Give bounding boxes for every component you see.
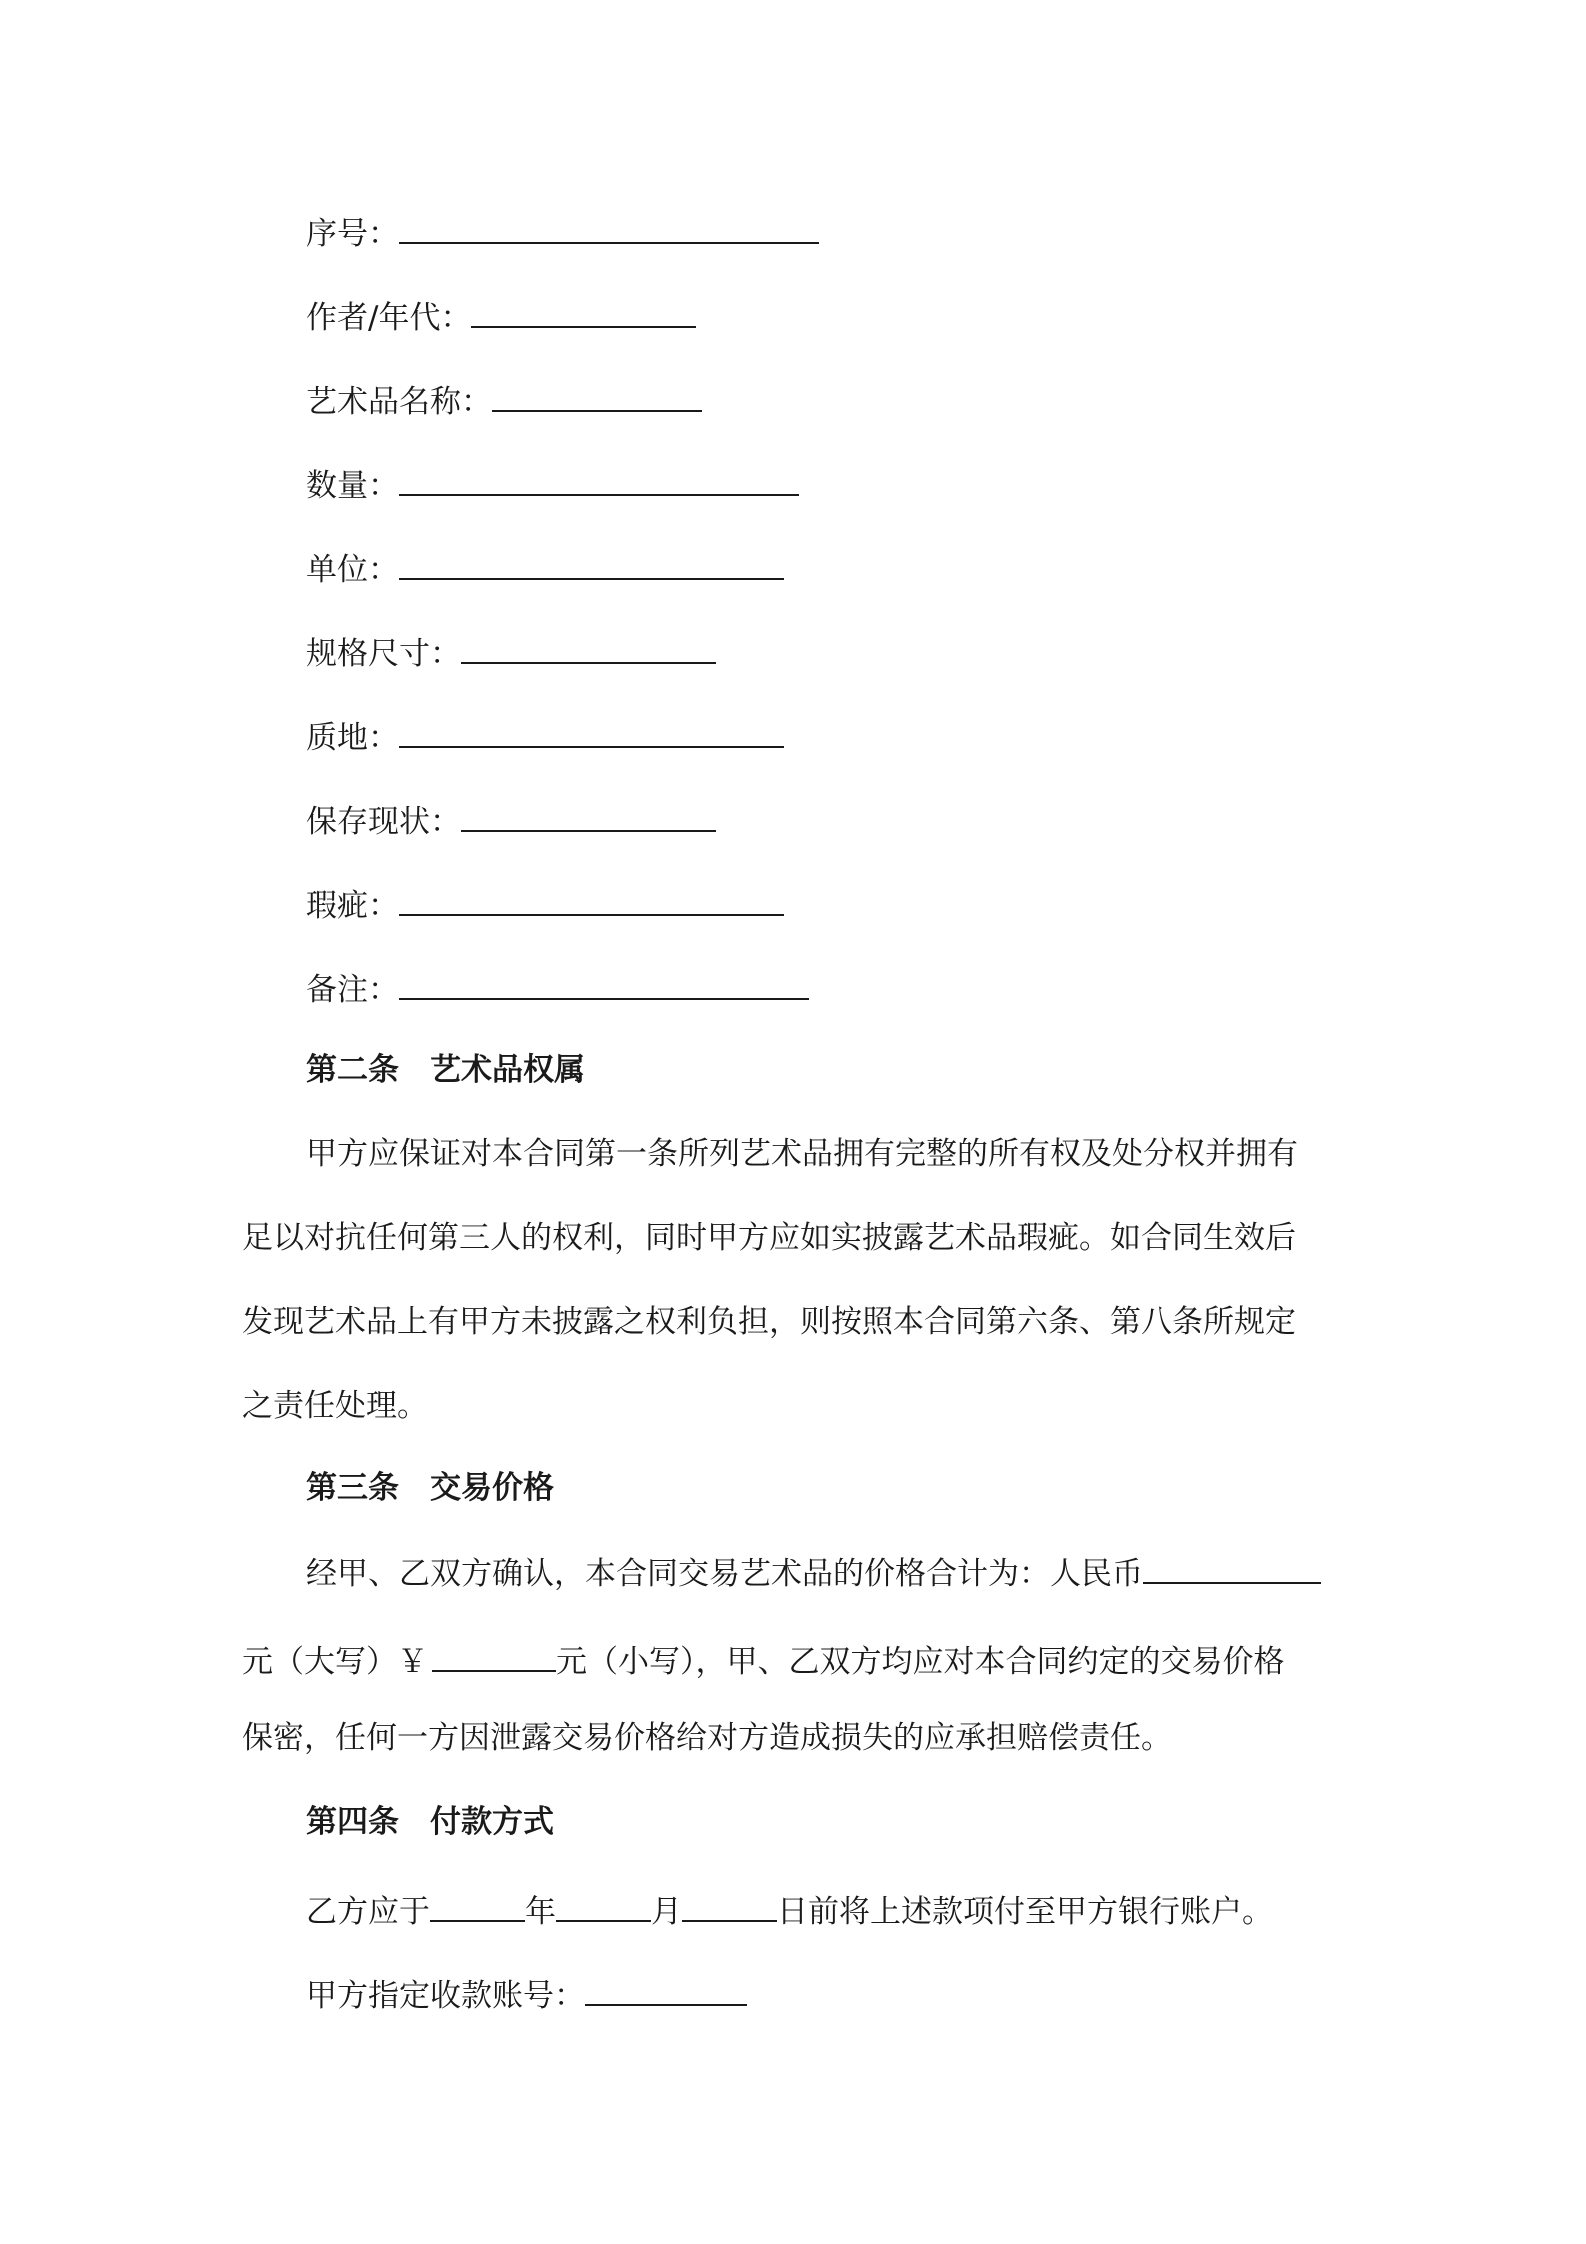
field-label: 质地： (306, 720, 399, 756)
article3-heading: 第三条 交易价格 (306, 1470, 554, 1506)
article2-line: 甲方应保证对本合同第一条所列艺术品拥有完整的所有权及处分权并拥有 (306, 1136, 1298, 1172)
field-label: 备注： (306, 972, 399, 1008)
blank-line[interactable] (399, 968, 809, 1000)
blank-line[interactable] (399, 548, 784, 580)
field-label: 规格尺寸： (306, 636, 461, 672)
blank-line[interactable] (399, 212, 819, 244)
field-material (306, 716, 784, 758)
article2-line: 发现艺术品上有甲方未披露之权利负担，则按照本合同第六条、第八条所规定 (242, 1304, 1296, 1340)
price-lower-blank[interactable] (432, 1640, 556, 1672)
article3-line1 (306, 1552, 1321, 1594)
field-serial (306, 212, 819, 254)
article4-heading: 第四条 付款方式 (306, 1804, 554, 1840)
field-size (306, 632, 716, 674)
field-label: 作者/年代： (306, 300, 472, 336)
article2-line: 之责任处理。 (242, 1388, 428, 1424)
field-condition (306, 800, 716, 842)
price-text: 元（大写）￥ (242, 1644, 428, 1680)
account-line (306, 1974, 747, 2016)
field-remarks (306, 968, 809, 1010)
field-label: 序号： (306, 216, 399, 252)
field-label: 单位： (306, 552, 399, 588)
year-blank[interactable] (430, 1890, 525, 1922)
blank-line[interactable] (492, 380, 702, 412)
field-label: 数量： (306, 468, 399, 504)
blank-line[interactable] (461, 632, 716, 664)
field-quantity (306, 464, 799, 506)
article2-heading: 第二条 艺术品权属 (306, 1052, 585, 1088)
month-blank[interactable] (556, 1890, 651, 1922)
payment-date-line (306, 1890, 1273, 1932)
account-label: 甲方指定收款账号： (306, 1978, 585, 2014)
blank-line[interactable] (399, 884, 784, 916)
price-upper-blank[interactable] (1143, 1552, 1321, 1584)
field-label: 瑕疵： (306, 888, 399, 924)
field-defects (306, 884, 784, 926)
payment-text: 日前将上述款项付至甲方银行账户。 (777, 1894, 1273, 1930)
price-text: 元（小写），甲、乙双方均应对本合同约定的交易价格 (556, 1644, 1285, 1680)
field-label: 艺术品名称： (306, 384, 492, 420)
account-blank[interactable] (585, 1974, 747, 2006)
field-unit (306, 548, 784, 590)
day-blank[interactable] (682, 1890, 777, 1922)
article2-line: 足以对抗任何第三人的权利，同时甲方应如实披露艺术品瑕疵。如合同生效后 (242, 1220, 1296, 1256)
blank-line[interactable] (399, 464, 799, 496)
article3-line2 (242, 1640, 1285, 1682)
payment-text: 乙方应于 (306, 1894, 430, 1930)
article3-line3: 保密，任何一方因泄露交易价格给对方造成损失的应承担赔偿责任。 (242, 1720, 1172, 1756)
blank-line[interactable] (399, 716, 784, 748)
field-author (306, 296, 696, 338)
field-label: 保存现状： (306, 804, 461, 840)
blank-line[interactable] (461, 800, 716, 832)
blank-line[interactable] (471, 296, 696, 328)
year-label: 年 (525, 1894, 556, 1930)
month-label: 月 (651, 1894, 682, 1930)
price-text: 经甲、乙双方确认，本合同交易艺术品的价格合计为：人民币 (306, 1556, 1143, 1592)
field-artwork-name (306, 380, 702, 422)
